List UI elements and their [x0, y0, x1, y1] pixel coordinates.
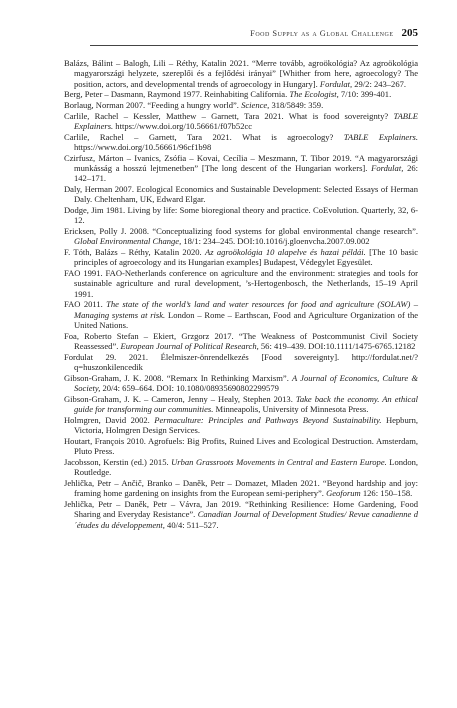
running-head — [78, 27, 418, 39]
reference-text: Gibson-Graham, J. K. 2008. “Remarx In Rethinking Marxism”. — [64, 372, 292, 383]
reference-italic-text: Fordulat, — [371, 163, 404, 173]
reference-text: 18/1: 234–245. DOI:10.1016/j.gloenvcha.2007.09.002 — [181, 236, 370, 247]
reference-entry — [64, 100, 418, 110]
reference-text: Borlaug, Norman 2007. “Feeding a hungry world”. — [64, 100, 242, 110]
reference-text: 56: 419–439. DOI:10.1111/1475-6765.12182 — [258, 341, 416, 352]
reference-italic-text: TABLE Explainers. — [343, 131, 418, 142]
reference-text: Carlile, Rachel – Garnett, Tara 2021. What is agroecology? — [64, 131, 344, 142]
page-number: 205 — [401, 27, 418, 39]
reference-entry — [64, 111, 418, 132]
reference-text: 40/4: 511–527. — [164, 519, 219, 530]
reference-entry — [64, 478, 418, 499]
reference-text: F. Tóth, Balázs – Réthy, Katalin 2020. — [64, 247, 205, 257]
reference-italic-text: A Journal of Economics, Culture & Society, — [74, 372, 418, 394]
reference-entry — [64, 226, 418, 247]
reference-italic-text: Science, — [241, 100, 270, 110]
reference-text: London – Rome – Earthscan, Food and Agriculture Organization of the United Nations. — [74, 309, 419, 331]
reference-text: Berg, Peter – Dasmann, Raymond 1977. Reinhabiting California. — [64, 89, 290, 100]
reference-text: FAO 1991. FAO-Netherlands conference on agriculture and the environment: strategies and tools for sustainable agriculture and rural development, ’s-Hertogenbosch, the Netherlands, 15–19 April 1991. — [64, 268, 418, 299]
reference-list — [64, 58, 418, 530]
reference-italic-text: Permaculture: Principles and Pathways Beyond Sustainability. — [154, 414, 382, 425]
reference-entry — [64, 436, 418, 457]
header-rule — [90, 45, 418, 46]
reference-text: London, Routledge. — [74, 456, 418, 478]
reference-italic-text: Global Environmental Change, — [74, 236, 182, 247]
reference-italic-text: Canadian Journal of Development Studies/ Revue canadienne d´études du développement, — [74, 509, 419, 530]
reference-text: Jehlička, Petr – Ančič, Branko – Daněk, Petr – Domazet, Mladen 2021. “Beyond hardship and joy: framing home gardening on insights from the European semi-periphery”. — [64, 477, 418, 499]
reference-entry — [64, 457, 418, 478]
reference-text: https://www.doi.org/10.56661/f07b52cc — [113, 121, 253, 131]
reference-entry — [64, 394, 418, 415]
reference-text: 126: 150–158. — [360, 488, 413, 499]
reference-italic-text: Urban Grassroots Movements in Central and Eastern Europe. — [171, 456, 387, 467]
reference-text: Carlile, Rachel – Kessler, Matthew – Garnett, Tara 2021. What is food sovereignty? — [64, 110, 394, 121]
reference-entry — [64, 373, 418, 394]
reference-text: 318/5849: 359. — [269, 100, 324, 110]
reference-text: Daly, Herman 2007. Ecological Economics and Sustainable Development: Selected Essays of Herman Daly. Cheltenham, UK, Edward Elgar. — [64, 184, 418, 205]
reference-text: [The 10 basic principles of agroecology and its Hungarian examples] Budapest, Védegylet Egyesület. — [74, 247, 419, 268]
reference-entry — [64, 268, 418, 299]
reference-text: FAO 2011. — [64, 299, 107, 310]
reference-italic-text: Geoforum — [326, 488, 361, 499]
reference-entry — [64, 415, 418, 436]
reference-text: Gibson-Graham, J. K. – Cameron, Jenny – Healy, Stephen 2013. — [64, 393, 296, 404]
reference-text: Minneapolis, University of Minnesota Press. — [213, 404, 369, 415]
reference-text: Dodge, Jim 1981. Living by life: Some bioregional theory and practice. CoEvolution. Quarterly, 32, 6-12. — [64, 205, 418, 226]
reference-italic-text: TABLE Explainers. — [74, 110, 418, 131]
reference-text: 26: 142–171. — [74, 163, 418, 184]
reference-italic-text: Take back the economy. An ethical guide for transforming our communities. — [74, 393, 418, 415]
reference-text: Houtart, François 2010. Agrofuels: Big Profits, Ruined Lives and Ecological Destruction. Amsterdam, Pluto Press. — [64, 435, 418, 457]
reference-entry — [64, 184, 418, 205]
reference-text: Jehlička, Petr – Daněk, Petr – Vávra, Jan 2019. “Rethinking Resilience: Home Gardening, Food Sharing and Everyday Resistance”. — [64, 498, 418, 520]
reference-entry — [64, 299, 418, 330]
reference-entry — [64, 132, 418, 153]
reference-text: 29/2: 243–267. — [352, 78, 407, 89]
reference-italic-text: European Journal of Political Research, — [120, 341, 259, 352]
reference-entry — [64, 499, 418, 530]
reference-italic-text: Fordulat, — [319, 78, 353, 89]
reference-entry — [64, 58, 418, 89]
reference-text: Jacobsson, Kerstin (ed.) 2015. — [64, 456, 172, 467]
reference-text: Holmgren, David 2002. — [64, 414, 155, 425]
reference-text: Foa, Roberto Stefan – Ekiert, Grzgorz 2017. “The Weakness of Postcommunist Civil Society Reassessed”. — [64, 330, 418, 352]
reference-entry — [64, 153, 418, 184]
reference-italic-text: Az agroökológia 10 alapelve és hazai példái. — [204, 247, 366, 257]
reference-entry — [64, 89, 418, 99]
reference-entry — [64, 331, 418, 352]
reference-italic-text: The state of the world’s land and water resources for food and agriculture (SOLAW) – Managing systems at risk. — [74, 299, 418, 320]
reference-entry — [64, 247, 418, 268]
reference-text: Balázs, Bálint – Balogh, Lili – Réthy, Katalin 2021. “Merre tovább, agroökológia? Az agroökológia magyarországi helyzete, szereplői és a fejlődési irányai” [Whither from here, agroecology? The position, actors, and developmental trends of agroecology in Hungary]. — [64, 58, 418, 89]
reference-entry — [64, 352, 418, 373]
reference-text: 7/10: 399-401. — [338, 89, 392, 100]
reference-text: Hepburn, Victoria, Holmgren Design Services. — [74, 414, 418, 436]
reference-text: Fordulat 29. 2021. Élelmiszer-önrendelkezés [Food sovereignty]. http://fordulat.net/?q=huszonkilencedik — [64, 351, 418, 373]
reference-text: https://www.doi.org/10.56661/96cf1b98 — [74, 142, 212, 152]
reference-text: 20/4: 659–664. DOI: 10.1080/08935690802299579 — [100, 383, 279, 394]
reference-text: Ericksen, Polly J. 2008. “Conceptualizing food systems for global environmental change research”. — [64, 226, 418, 236]
reference-entry — [64, 205, 418, 226]
reference-text: Czirfusz, Márton – Ivanics, Zsófia – Kovai, Cecília – Meszmann, T. Tibor 2019. “A magyarországi munkásság a hosszú lejtmenetben” [The long descent of the Hungarian workers]. — [64, 152, 418, 173]
reference-italic-text: The Ecologist, — [289, 89, 339, 100]
running-title: Food Supply as a Global Challenge — [250, 29, 394, 38]
